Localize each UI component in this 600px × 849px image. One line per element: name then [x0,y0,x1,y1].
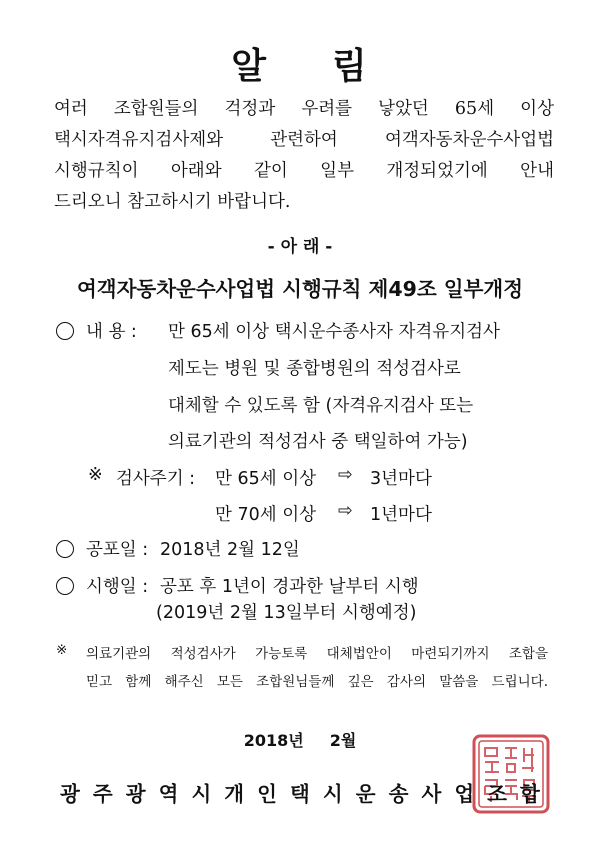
org-char: 조 [487,782,507,806]
issue-month: 2월 [329,731,357,750]
org-char: 개 [224,782,245,806]
enforcement-note: (2019년 2월 13일부터 시행예정) [156,603,417,623]
org-char: 업 [454,782,475,806]
org-char: 광 [125,782,146,806]
org-char: 운 [355,782,376,806]
subheading: - 아 래 - [267,237,333,257]
org-char: 시 [191,782,212,806]
arrow-icon: ⇨ [338,465,353,485]
promulgation-label: 공포일 : [86,540,149,560]
footnote-line: 믿고 함께 해주신 모든 조합원님들께 깊은 감사의 말씀을 드립니다. [86,674,548,690]
bullet-circle [56,577,74,595]
org-char: 광 [60,782,80,806]
arrow-icon: ⇨ [338,501,353,521]
org-char: 인 [257,782,277,806]
org-char: 시 [322,782,343,806]
content-line: 만 65세 이상 택시운수종사자 자격유지검사 [168,322,500,342]
org-char: 역 [158,782,179,806]
promulgation-date: 2018년 2월 12일 [160,540,300,560]
content-line: 대체할 수 있도록 함 (자격유지검사 또는 [168,396,474,416]
bullet-circle [56,322,74,340]
cycle-label: 검사주기 : [116,469,196,489]
enforcement-label: 시행일 : [86,577,149,597]
issue-year: 2018년 [243,731,304,750]
org-char: 택 [290,782,310,806]
intro-line: 시행규칙이 아래와 같이 일부 개정되었기에 안내 [54,161,554,181]
intro-line: 드리오니 참고하시기 바랍니다. [54,192,291,212]
cycle-age: 만 70세 이상 [215,505,317,525]
intro-paragraph [54,94,554,218]
content-label: 내 용 : [86,322,137,342]
intro-line: 택시자격유지검사제와 관련하여 여객자동차운수사업법 [54,130,554,150]
footnote-line: 의료기관의 적성검사가 가능토록 대체법안이 마련되기까지 조합을 [86,646,548,662]
notice-title [0,38,600,89]
enforcement-value: 공포 후 1년이 경과한 날부터 시행 [160,577,419,597]
organization-name [60,777,540,807]
title-part-1: 알 [231,46,268,87]
org-char: 사 [421,782,442,806]
bullet-circle [56,540,74,558]
content-line: 제도는 병원 및 종합병원의 적성검사로 [168,359,461,379]
org-char: 송 [388,782,409,806]
title-part-2: 림 [332,46,369,87]
cycle-age: 만 65세 이상 [215,469,317,489]
cycle-mark: ※ [88,465,103,485]
org-char: 주 [92,782,113,806]
section-heading: 여객자동차운수사업법 시행규칙 제49조 일부개정 [77,277,523,301]
cycle-period: 3년마다 [370,469,432,489]
org-char: 합 [520,782,540,806]
intro-line: 여러 조합원들의 걱정과 우려를 낳았던 65세 이상 [54,99,554,119]
footnote-mark: ※ [56,642,68,658]
content-line: 의료기관의 적성검사 중 택일하여 가능) [168,432,468,452]
cycle-period: 1년마다 [370,505,432,525]
